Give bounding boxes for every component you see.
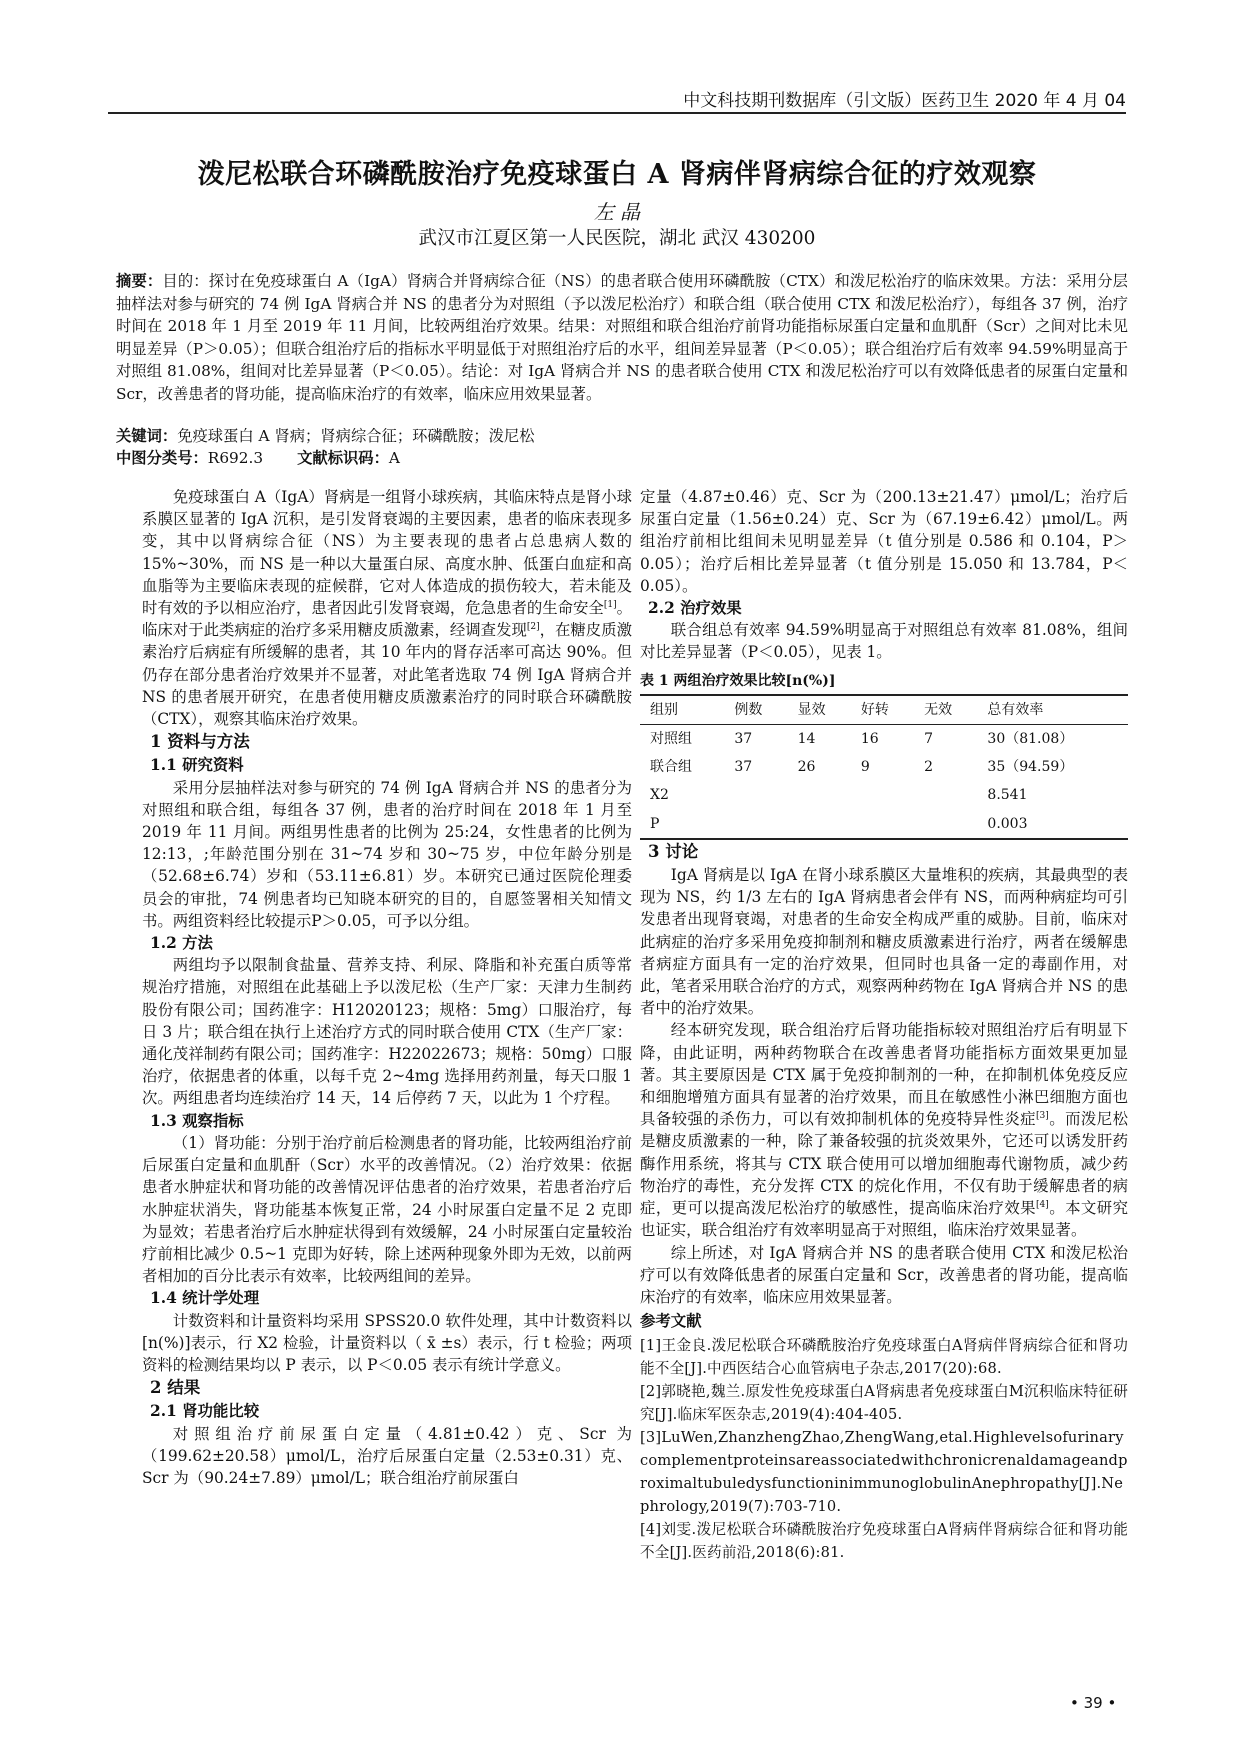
table-header-cell: 总有效率: [977, 695, 1128, 725]
keywords-text: 免疫球蛋白 A 肾病；肾病综合征；环磷酰胺；泼尼松: [177, 427, 535, 445]
table-cell: 8.541: [987, 787, 1028, 804]
header-rule: [108, 112, 1126, 114]
page-number: • 39 •: [1070, 1694, 1117, 1712]
section-heading-discussion: 3 讨论: [648, 841, 699, 861]
stat-paragraph: 计数资料和计量资料均采用 SPSS20.0 软件处理，其中计数资料以[n(%)]表示，行 X2 检验，计量资料以（ x̄ ±s）表示，行 t 检验；两项资料的检测结果均以 P 表示，以 P＜0.05 表示有统计学意义。: [142, 1311, 632, 1374]
table-cell: [914, 781, 977, 809]
table-cell: [724, 810, 787, 839]
results-table: [640, 694, 1128, 840]
reference-item: [1]王金良.泼尼松联合环磷酰胺治疗免疫球蛋白A肾病伴肾病综合征和肾功能不全[J].中西医结合心血管病电子杂志,2017(20):68.: [640, 1337, 1128, 1378]
abstract-text: 目的：探讨在免疫球蛋白 A（IgA）肾病合并肾病综合征（NS）的患者联合使用环磷酰胺（CTX）和泼尼松治疗的临床效果。方法：采用分层抽样法对参与研究的 74 例 IgA 肾病合并 NS 的患者分为对照组（予以泼尼松治疗）和联合组（联合使用 CTX 和泼尼松治疗），每组各 37 例，治疗时间在 2018 年 1 月至 2019 年 11 月间，比较两组治疗效果。结果：对照组和联合组治疗前肾功能指标尿蛋白定量和血肌酐（Scr）之间对比未见明显差异（P＞0.05）；但联合组治疗后的指标水平明显低于对照组治疗后的水平，组间差异显著（P＜0.05）；联合组治疗后有效率 94.59%明显高于对照组 81.08%，组间对比差异显著（P＜0.05）。结论：对 IgA 肾病合并 NS 的患者联合使用 CTX 和泼尼松治疗可以有效降低患者的尿蛋白定量和 Scr，改善患者的肾功能，提高临床治疗的有效率，临床应用效果显著。: [116, 272, 1128, 403]
subsection-heading-method: 1.2 方法: [150, 934, 213, 953]
citation-2[interactable]: [2]: [526, 622, 540, 633]
renal-paragraph: 对照组治疗前尿蛋白定量（4.81±0.42）克、Scr 为（199.62±20.58）μmol/L，治疗后尿蛋白定量（2.53±0.31）克、Scr 为（90.24±7.89）μmol/L；联合组治疗前尿蛋白: [142, 1424, 632, 1487]
reference-item: [2]郭晓艳,魏兰.原发性免疫球蛋白A肾病患者免疫球蛋白M沉积临床特征研究[J].临床军医杂志,2019(4):404-405.: [640, 1383, 1128, 1424]
doc-code-value: A: [388, 449, 400, 467]
table-cell: 14: [797, 731, 816, 748]
table-cell: 对照组: [650, 731, 692, 748]
clc-label: 中图分类号：: [116, 449, 208, 467]
references-title: 参考文献: [640, 1312, 702, 1331]
effect-paragraph: 联合组总有效率 94.59%明显高于对照组总有效率 81.08%，组间对比差异显著（P＜0.05），见表 1。: [640, 621, 1128, 662]
right-column: [640, 486, 1128, 1564]
classification: [116, 446, 400, 468]
table-cell: 9: [860, 759, 870, 776]
table-cell: [788, 810, 851, 839]
section-heading-results: 2 结果: [150, 1378, 201, 1398]
clc-value: R692.3: [207, 449, 264, 467]
discussion-paragraph-1: IgA 肾病是以 IgA 在肾小球系膜区大量堆积的疾病，其最典型的表现为 NS，约 1/3 左右的 IgA 肾病患者会伴有 NS，而两种病症均可引发患者出现肾衰竭，对患者的生命安全构成严重的威胁。目前，临床对此病症的治疗多采用免疫抑制剂和糖皮质激素进行治疗，两者在缓解患者病症方面具有一定的治疗效果，但同时也具备一定的毒副作用，对此，笔者采用联合治疗的方式，观察两种药物在 IgA 肾病合并 NS 的患者中的治疗效果。: [640, 866, 1128, 1018]
subsection-heading-data: 1.1 研究资料: [150, 756, 244, 775]
discussion-paragraph-2: 经本研究发现，联合组治疗后肾功能指标较对照组治疗后有明显下降，由此证明，两种药物联合在改善患者肾功能指标方面效果更加显著。其主要原因是 CTX 属于免疫抑制剂的一种，在抑制机体免疫反应和细胞增殖方面具有显著的治疗效果，而且在敏感性小淋巴细胞方面也具备较强的杀伤力，可以有效抑制机体的免疫特异性炎症[3]。而泼尼松是糖皮质激素的一种，除了兼备较强的抗炎效果外，它还可以诱发肝药酶作用系统，将其与 CTX 联合使用可以增加细胞毒代谢物质，减少药物治疗的毒性，充分发挥 CTX 的烷化作用，不仅有助于缓解患者的病症，更可以提高泼尼松治疗的敏感性，提高临床治疗效果[4]。本文研究也证实，联合组治疗有效率明显高于对照组，临床治疗效果显著。: [640, 1021, 1128, 1240]
author: 左 晶: [593, 200, 641, 224]
journal-header: 中文科技期刊数据库（引文版）医药卫生 2020 年 4 月 04: [683, 91, 1126, 111]
abstract: [116, 270, 1128, 406]
renal-paragraph-cont: 定量（4.87±0.46）克、Scr 为（200.13±21.47）μmol/L；治疗后尿蛋白定量（1.56±0.24）克、Scr 为（67.19±6.42）μmol/L。两组治疗前相比组间未见明显差异（t 值分别是 0.586 和 0.104，P＞0.05）；治疗后相比差异显著（t 值分别是 15.050 和 13.784，P＜0.05）。: [640, 488, 1128, 595]
citation-1[interactable]: [1]: [603, 599, 617, 610]
subsection-heading-index: 1.3 观察指标: [150, 1111, 244, 1130]
table-header-cell: 例数: [724, 695, 787, 725]
table-cell: [788, 781, 851, 809]
table-cell: 35（94.59）: [987, 759, 1074, 776]
data-paragraph: 采用分层抽样法对参与研究的 74 例 IgA 肾病合并 NS 的患者分为对照组和联合组，每组各 37 例，患者的治疗时间在 2018 年 1 月至 2019 年 11 月间。两组男性患者的比例为 25:24，女性患者的比例为 12:13，;年龄范围分别在 31~74 岁和 30~75 岁，中位年龄分别是（52.68±6.74）岁和（53.11±6.81）岁。本研究已通过医院伦理委员会的审批，74 例患者均已知晓本研究的目的，自愿签署相关知情文书。两组资料经比较提示P＞0.05，可予以分组。: [142, 778, 632, 930]
table-header-cell: 无效: [914, 695, 977, 725]
section-heading-methods: 1 资料与方法: [150, 732, 250, 752]
table-cell: [851, 810, 914, 839]
table-cell: P: [640, 810, 724, 839]
abstract-label: 摘要：: [116, 272, 163, 290]
subsection-heading-renal: 2.1 肾功能比较: [150, 1402, 260, 1421]
article-title: 泼尼松联合环磷酰胺治疗免疫球蛋白 A 肾病伴肾病综合征的疗效观察: [197, 159, 1037, 190]
table-cell: [851, 781, 914, 809]
keywords-label: 关键词：: [116, 427, 178, 445]
subsection-heading-effect: 2.2 治疗效果: [648, 599, 742, 618]
table-cell: X2: [650, 787, 669, 804]
table-cell: 30（81.08）: [987, 731, 1074, 748]
subsection-heading-stat: 1.4 统计学处理: [150, 1289, 260, 1308]
reference-item: [3]LuWen,ZhanzhengZhao,ZhengWang,etal.HighlevelsofurinarycomplementproteinsareassociatedwithchronicrenaldamageandproximaltubuledysfunctioninimmunoglobulinAnephropathy[J].Nephrology,2019(7):703-710.: [640, 1429, 1128, 1516]
doc-code-label: 文献标识码：: [297, 449, 389, 467]
method-paragraph: 两组均予以限制食盐量、营养支持、利尿、降脂和补充蛋白质等常规治疗措施，对照组在此基础上予以泼尼松（生产厂家：天津力生制药股份有限公司；国药准字：H12020123；规格：5mg）口服治疗，每日 3 片；联合组在执行上述治疗方式的同时联合使用 CTX（生产厂家：通化茂祥制药有限公司；国药准字：H22022673；规格：50mg）口服治疗，依据患者的体重，以每千克 2~4mg 选择用药剂量，每天口服 1 次。两组患者均连续治疗 14 天，14 后停药 7 天，以此为 1 个疗程。: [142, 956, 632, 1108]
table-row: [640, 810, 1128, 839]
table-cell: 2: [924, 759, 934, 776]
reference-item: [4]刘雯.泼尼松联合环磷酰胺治疗免疫球蛋白A肾病伴肾病综合征和肾功能不全[J].医药前沿,2018(6):81.: [640, 1521, 1128, 1562]
table-row: [640, 725, 1128, 754]
keywords: [116, 424, 535, 446]
index-paragraph: （1）肾功能：分别于治疗前后检测患者的肾功能，比较两组治疗前后尿蛋白定量和血肌酐（Scr）水平的改善情况。（2）治疗效果：依据患者水肿症状和肾功能的改善情况评估患者的治疗效果，若患者治疗后水肿症状消失，肾功能基本恢复正常，24 小时尿蛋白定量不足 2 克即为显效；若患者治疗后水肿症状得到有效缓解，24 小时尿蛋白定量较治疗前相比减少 0.5~1 克即为好转，除上述两种现象外即为无效，以前两者相加的百分比表示有效率，比较两组间的差异。: [142, 1133, 632, 1286]
table-cell: 37: [734, 731, 753, 748]
citation-3[interactable]: [3]: [1036, 1111, 1049, 1122]
table-row: [640, 781, 1128, 809]
table-cell: 26: [797, 759, 816, 776]
table-cell: [914, 810, 977, 839]
intro-paragraph: 免疫球蛋白 A（IgA）肾病是一组肾小球疾病，其临床特点是肾小球系膜区显著的 IgA 沉积，是引发肾衰竭的主要因素，患者的临床表现多变，其中以肾病综合征（NS）为主要表现的患者占总患病人数的 15%~30%，而 NS 是一种以大量蛋白尿、高度水肿、低蛋白血症和高血脂等为主要临床表现的症候群，它对人体造成的损伤较大，若未能及时有效的予以相应治疗，患者因此引发肾衰竭，危急患者的生命安全[1]。临床对于此类病症的治疗多采用糖皮质激素，经调查发现[2]，在糖皮质激素治疗后病症有所缓解的患者，其 10 年内的肾存活率可高达 90%。但仍存在部分患者治疗效果并不显著，对此笔者选取 74 例 IgA 肾病合并 NS 的患者展开研究，在患者使用糖皮质激素治疗的同时联合环磷酰胺（CTX），观察其临床治疗效果。: [142, 488, 632, 729]
table-row: [640, 753, 1128, 781]
table-header-cell: 显效: [788, 695, 851, 725]
table-header-cell: 组别: [640, 695, 724, 725]
table-cell: [724, 781, 787, 809]
table-header-row: [640, 695, 1128, 725]
table-cell: 16: [860, 731, 879, 748]
table-cell: 37: [734, 759, 753, 776]
affiliation: 武汉市江夏区第一人民医院，湖北 武汉 430200: [418, 228, 816, 249]
discussion-paragraph-3: 综上所述，对 IgA 肾病合并 NS 的患者联合使用 CTX 和泼尼松治疗可以有效降低患者的尿蛋白定量和 Scr，改善患者的肾功能，提高临床治疗的有效率，临床应用效果显著。: [640, 1243, 1128, 1306]
table-caption: 表 1 两组治疗效果比较[n(%)]: [640, 672, 836, 689]
left-column: [142, 486, 632, 1489]
citation-4[interactable]: [4]: [1036, 1199, 1049, 1210]
table-cell: 7: [924, 731, 934, 748]
table-header-cell: 好转: [851, 695, 914, 725]
table-cell: 0.003: [977, 810, 1128, 839]
table-cell: 联合组: [650, 759, 692, 776]
